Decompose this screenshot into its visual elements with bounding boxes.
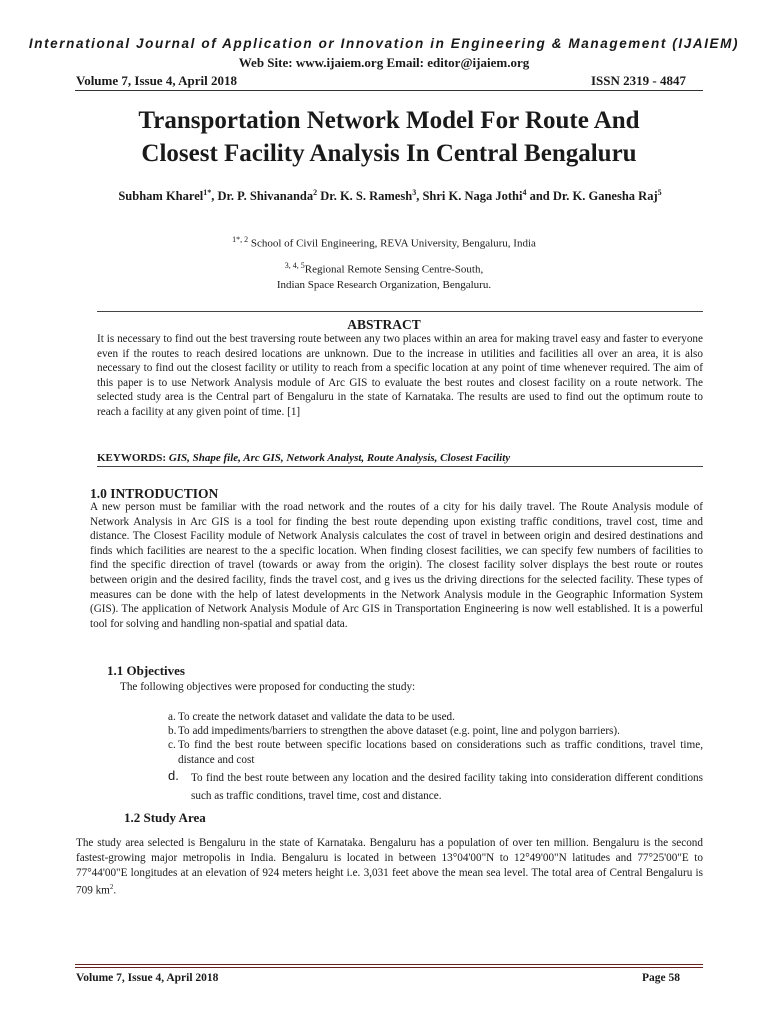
author: Dr. K. S. Ramesh bbox=[320, 189, 413, 204]
list-marker: a. bbox=[168, 711, 176, 723]
list-item-text: To add impediments/barriers to strengthen the above dataset (e.g. point, line and polygon barriers). bbox=[178, 725, 620, 738]
affiliation-text: School of Civil Engineering, REVA University, Bengaluru, India bbox=[250, 237, 536, 250]
header-rule bbox=[75, 90, 703, 91]
list-item bbox=[168, 724, 703, 738]
footer-rule bbox=[75, 964, 703, 965]
section-heading-objectives: 1.1 Objectives bbox=[107, 663, 185, 678]
author-sep: , bbox=[416, 189, 423, 204]
abstract-heading: ABSTRACT bbox=[347, 317, 421, 332]
title-line-1: Transportation Network Model For Route And bbox=[138, 107, 640, 134]
introduction-text: A new person must be familiar with the road network and the routes of a city for his daily travel. The Route Analysis module of Network Analysis in Arc GIS is a tool for finding the best route depending upon existing traffic conditions, travel cost, time and distance. The Closest Facility module of Network Analysis calculates the cost of travel in between origin and desired destinations and finds which facilities are nearest to the a specific location. When finding closest facilities, we can specify few numbers of facilities to find the specific direction of travel (towards or away from the origin). The closest facility solver displays the best route or routes between origin and the desired facility, finds the travel cost, and g ives us the driving directions for the selected facility. These types of measures can be done with the help of latest developments in the Network Analysis module in the Geographic Information System (GIS). The application of Network Analysis Module of Arc GIS in Transportation Engineering is now well established. It is a powerful tool for solving and handling non-spatial and spatial data. bbox=[90, 501, 703, 630]
section-heading-study-area: 1.2 Study Area bbox=[124, 810, 206, 825]
list-item bbox=[168, 738, 703, 766]
objectives-intro: The following objectives were proposed for conducting the study: bbox=[120, 681, 416, 693]
list-item-text: To create the network dataset and validate the data to be used. bbox=[178, 711, 455, 723]
affiliation-sup: 3, 4, 5 bbox=[284, 261, 305, 270]
keywords-text: GIS, Shape file, Arc GIS, Network Analyst, Route Analysis, Closest Facility bbox=[168, 452, 511, 464]
author-sup: 5 bbox=[657, 188, 662, 197]
author: Subham Kharel bbox=[118, 189, 204, 204]
list-item bbox=[168, 769, 703, 805]
paper-title bbox=[75, 104, 703, 170]
issue-info: Volume 7, Issue 4, April 2018 bbox=[76, 73, 237, 88]
list-item-text: To find the best route between specific locations based on considerations such as traffic conditions, travel time, distance and cost bbox=[178, 739, 703, 766]
abstract-text: It is necessary to find out the best traversing route between any two places within an area for making travel easy and faster to everyone even if the routes to reach desired locations are unknown. Due to the increase in utilities and facilities all over an area, it is also necessary to find out the closest facility or utility to reach from a specific location at any point of time whenever required. The aim of this paper is to use Network Analysis module of Arc GIS to evaluate the best routes and closest facility on a route network. The selected study area is the Central part of Bengaluru in the state of Karnataka. The results are used to find out the optimum route to reach a facility at any given point of time. [1] bbox=[97, 333, 703, 418]
journal-website: Web Site: www.ijaiem.org Email: editor@ijaiem.org bbox=[238, 55, 530, 70]
title-line-2: Closest Facility Analysis In Central Bengaluru bbox=[141, 140, 637, 167]
author-list bbox=[90, 184, 690, 205]
keywords-label: KEYWORDS: bbox=[97, 452, 167, 464]
list-marker: d. bbox=[168, 767, 179, 783]
author: Dr. P. Shivananda bbox=[217, 189, 314, 204]
page-number: Page 58 bbox=[641, 972, 680, 984]
author-sup: 4 bbox=[522, 188, 527, 197]
keywords-rule bbox=[97, 466, 703, 467]
author-sep: and bbox=[526, 189, 553, 204]
study-area-text bbox=[76, 836, 703, 899]
list-marker: b. bbox=[168, 725, 177, 738]
affiliation-text: Indian Space Research Organization, Bengaluru. bbox=[276, 278, 492, 291]
area-unit-sup: 2 bbox=[109, 883, 114, 892]
keywords bbox=[97, 452, 703, 464]
author-sup: 2 bbox=[313, 188, 318, 197]
list-item-text: To find the best route between any location and the desired facility taking into consideration different conditions such as traffic conditions, travel time, cost and distance. bbox=[191, 771, 703, 802]
affiliation-sup: 1*, 2 bbox=[232, 235, 249, 244]
study-area-body: The study area selected is Bengaluru in the state of Karnataka. Bengaluru has a population of over ten million. Bengaluru is the second fastest-growing major metropolis in India. Bengaluru is located in between 13°04'00"N to 12°49'00"N latitudes and 77°25'00"E to 77°44'00"E longitudes at an elevation of 924 meters height i.e. 3,031 feet above the mean sea level. The total area of Central Bengaluru is 709 km bbox=[76, 837, 703, 898]
list-marker: c. bbox=[168, 739, 176, 752]
affiliation-2 bbox=[0, 258, 768, 293]
journal-name: International Journal of Application or Innovation in Engineering & Management (IJAIEM) bbox=[28, 36, 740, 51]
section-heading-introduction: 1.0 INTRODUCTION bbox=[90, 486, 219, 501]
list-item bbox=[168, 710, 703, 724]
author-sup: 1* bbox=[203, 188, 212, 197]
issn: ISSN 2319 - 4847 bbox=[591, 73, 686, 88]
objectives-list bbox=[168, 710, 703, 805]
footer-rule bbox=[75, 967, 703, 968]
author: Dr. K. Ganesha Raj bbox=[552, 189, 658, 204]
abstract-rule bbox=[97, 311, 703, 312]
study-area-end: . bbox=[113, 885, 117, 898]
affiliation-text: Regional Remote Sensing Centre-South, bbox=[304, 263, 484, 276]
author-sup: 3 bbox=[412, 188, 417, 197]
author: Shri K. Naga Jothi bbox=[422, 189, 523, 204]
footer-issue-info: Volume 7, Issue 4, April 2018 bbox=[76, 972, 219, 984]
affiliation-1 bbox=[0, 232, 768, 252]
author-sep: , bbox=[211, 189, 218, 204]
